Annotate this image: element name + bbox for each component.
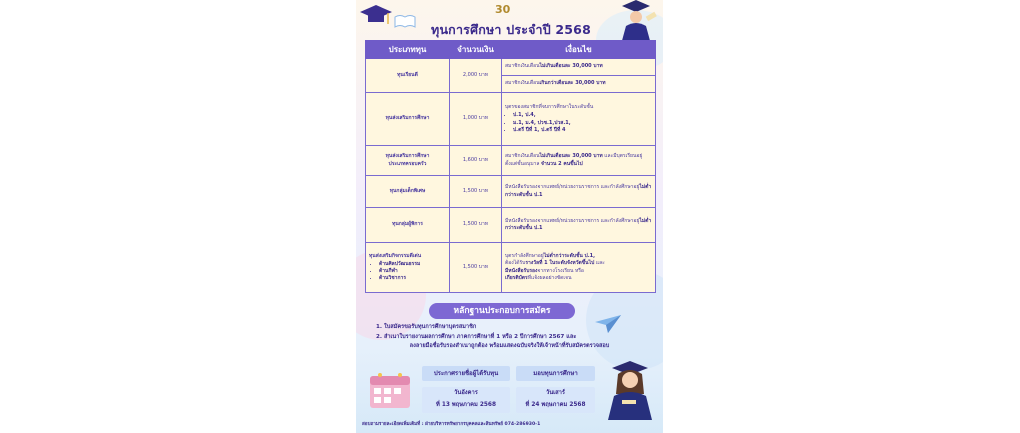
book-icon: [394, 14, 416, 28]
announce-date-box: [422, 387, 510, 413]
requirement-item: ลงลายมือชื่อรับรองสำเนาถูกต้อง พร้อมแสดงฉบับจริงให้เจ้าหน้าที่รับสมัครตรวจสอบ: [409, 343, 610, 349]
scholarship-amount: 1,500 บาท: [450, 208, 502, 243]
award-label: มอบทุนการศึกษา: [516, 366, 595, 381]
graduation-cap-icon: [358, 2, 394, 30]
award-date-box: [516, 387, 595, 413]
contact-footer: สอบถามรายละเอียดเพิ่มเติมที่ : ฝ่ายบริหารทรัพยากรบุคคลและสินทรัพย์ 074-286930-1: [362, 422, 541, 427]
scholarship-amount: 1,500 บาท: [450, 243, 502, 293]
calendar-icon: [368, 370, 412, 410]
scholarship-type: ทุนส่งเสริมการศึกษา: [366, 93, 450, 146]
scholarship-type: ทุนส่งเสริมกิจกรรมดีเด่น • ด้านศิลปวัฒนธรรม • ด้านกีฬา • ด้านวิชาการ: [366, 243, 450, 293]
scholarship-type: ทุนเรียนดี: [366, 59, 450, 93]
list-item: • ด้านวิชาการ: [379, 275, 446, 282]
announce-day: วันอังคาร: [454, 390, 478, 396]
column-header-amount: จำนวนเงิน: [450, 41, 502, 59]
condition-cell: มีหนังสือรับรองจากแพทย์/หน่วยงานราชการ และกำลังศึกษาอยู่ไม่ต่ำกว่าระดับชั้น ป.1: [502, 176, 656, 208]
scholarship-amount: 1,500 บาท: [450, 176, 502, 208]
condition-cell: สมาชิกเงินเดือนไม่เกินเดือนละ 30,000 บาท และมีบุตรเรียนอยู่ตั้งแต่ชั้นอนุบาล จำนวน 2 คนขึ้นไป: [502, 146, 656, 176]
condition-cell: บุตรของสมาชิกที่จบการศึกษาในระดับชั้น • ป.1, ป.4, • ม.1, ม.4, ปวช.1,ปวส.1, • ป.ตรี ปีที่ 1, ป.ตรี ปีที่ 4: [502, 93, 656, 146]
level-list: [505, 112, 652, 134]
anniversary-logo: 30: [495, 3, 511, 16]
award-date: ที่ 24 พฤษภาคม 2568: [525, 402, 586, 408]
scholarship-type: ทุนกลุ่มเด็กพิเศษ: [366, 176, 450, 208]
requirements-heading: หลักฐานประกอบการสมัคร: [429, 303, 575, 319]
scholarship-amount: 1,000 บาท: [450, 93, 502, 146]
graduate-girl-icon: [602, 360, 660, 420]
requirements-list: [356, 323, 663, 352]
subtype-list: [369, 261, 446, 283]
condition-cell: มีหนังสือรับรองจากแพทย์/หน่วยงานราชการ และกำลังศึกษาอยู่ไม่ต่ำกว่าระดับชั้น ป.1: [502, 208, 656, 243]
scholarship-type: ทุนส่งเสริมการศึกษา ประเภทครอบครัว: [366, 146, 450, 176]
scholarship-table: [365, 40, 656, 293]
table-row: [366, 208, 656, 243]
column-header-type: ประเภททุน: [366, 41, 450, 59]
announce-label: ประกาศรายชื่อผู้ได้รับทุน: [422, 366, 510, 381]
award-day: วันเสาร์: [545, 390, 566, 396]
list-item: • ม.1, ม.4, ปวช.1,ปวส.1,: [513, 120, 652, 127]
list-item: • ด้านกีฬา: [379, 268, 446, 275]
scholarship-type: ทุนกลุ่มผู้พิการ: [366, 208, 450, 243]
list-item: • ป.ตรี ปีที่ 1, ป.ตรี ปีที่ 4: [513, 127, 652, 134]
scholarship-amount: 1,600 บาท: [450, 146, 502, 176]
condition-cell: สมาชิกเงินเดือนไม่เกินเดือนละ 30,000 บาท: [502, 59, 656, 76]
scholarship-poster: [356, 0, 663, 433]
scholarship-amount: 2,000 บาท: [450, 59, 502, 93]
table-row: [366, 176, 656, 208]
requirement-item: 1. ใบสมัครขอรับทุนการศึกษาบุตรสมาชิก: [376, 324, 477, 330]
condition-cell: บุตรกำลังศึกษาอยู่ไม่ต่ำกว่าระดับชั้น ป.1, ต้องได้รับรางวัลที่ 1 ในระดับจังหวัดขึ้นไป และ มีหนังสือรับรองจากทางโรงเรียน หรือ เกียรติบัตรที่แจ้งผลอย่างชัดเจน: [502, 243, 656, 293]
table-row: [366, 59, 656, 76]
table-row: [366, 243, 656, 293]
column-header-conditions: เงื่อนไข: [502, 41, 656, 59]
table-header-row: [366, 41, 656, 59]
condition-cell: สมาชิกเงินเดือนเกินกว่าเดือนละ 30,000 บาท: [502, 76, 656, 93]
table-row: [366, 146, 656, 176]
requirement-item: 2. สำเนาใบรายงานผลการศึกษา ภาคการศึกษาที่ 1 หรือ 2 ปีการศึกษา 2567 และ: [376, 333, 577, 340]
announce-date: ที่ 13 พฤษภาคม 2568: [435, 402, 496, 408]
table-row: [366, 93, 656, 146]
list-item: • ด้านศิลปวัฒนธรรม: [379, 261, 446, 268]
poster-title: ทุนการศึกษา ประจำปี 2568: [431, 22, 591, 37]
list-item: • ป.1, ป.4,: [513, 112, 652, 119]
